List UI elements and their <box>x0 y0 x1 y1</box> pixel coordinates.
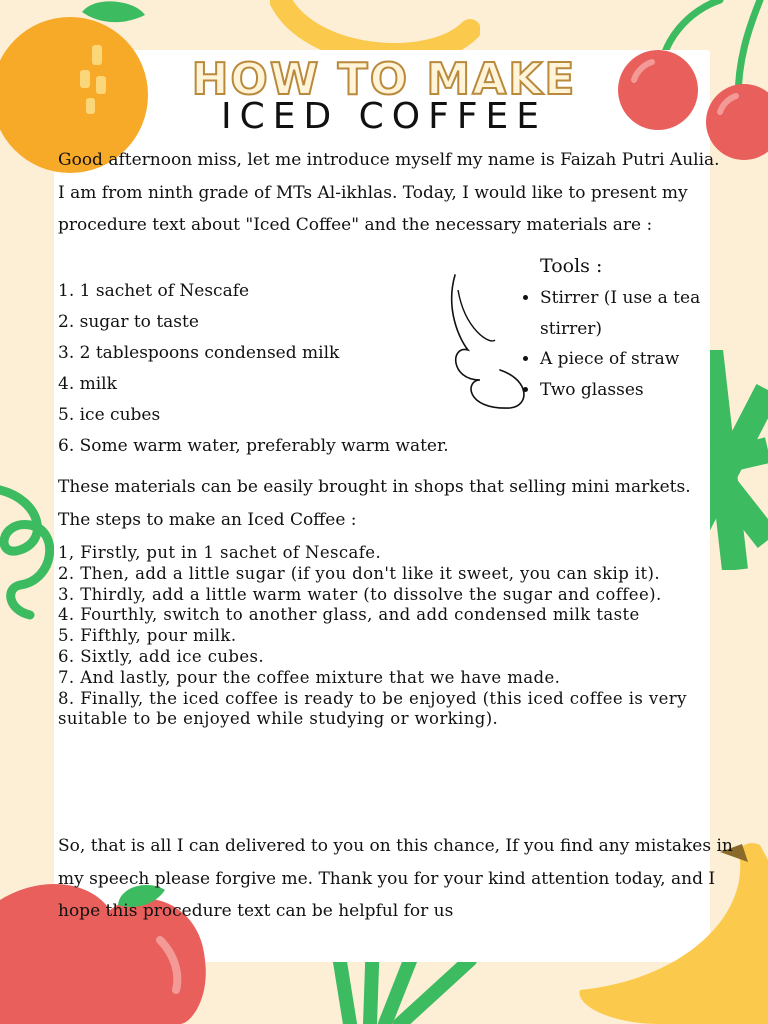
list-item: 3. Thirdly, add a little warm water (to dissolve the sugar and coffee). <box>58 584 662 604</box>
list-item: 2. Then, add a little sugar (if you don't like it sweet, you can skip it). <box>58 563 661 583</box>
list-item: 2. sugar to taste <box>58 312 199 332</box>
title-how-to-make: HOW TO MAKE <box>191 54 577 105</box>
list-item: • Two glasses <box>540 375 740 406</box>
list-item: 5. ice cubes <box>58 405 161 425</box>
materials-list <box>58 276 528 462</box>
list-item: • Stirrer (I use a tea stirrer) <box>540 283 740 344</box>
list-item: 4. Fourthly, switch to another glass, and add condensed milk taste <box>58 605 640 625</box>
steps-list <box>58 543 708 730</box>
list-item: 1, Firstly, put in 1 sachet of Nescafe. <box>58 543 382 562</box>
list-item: 6. Sixtly, add ice cubes. <box>58 646 265 666</box>
tools-heading: Tools : <box>540 255 603 277</box>
closing-paragraph: So, that is all I can delivered to you on this chance, If you find any mistakes in my speech please forgive me. Thank you for your kind attention today, and I hope this procedure text can be helpful for us <box>58 836 733 921</box>
tools-list <box>518 283 740 405</box>
list-item: • A piece of straw <box>540 344 740 375</box>
list-item: 8. Finally, the iced coffee is ready to be enjoyed (this iced coffee is very suitable to be enjoyed while studying or working). <box>58 688 687 729</box>
availability-paragraph: These materials can be easily brought in shops that selling mini markets. The steps to make an Iced Coffee : <box>58 477 691 530</box>
intro-paragraph: Good afternoon miss, let me introduce myself my name is Faizah Putri Aulia. I am from ninth grade of MTs Al-ikhlas. Today, I would like to present my procedure text about "Iced Coffee" and the necessary materials are : <box>58 150 720 235</box>
list-item: 5. Fifthly, pour milk. <box>58 626 237 646</box>
list-item: 6. Some warm water, preferably warm water. <box>58 436 449 456</box>
list-item: 4. milk <box>58 374 117 394</box>
list-item: 1. 1 sachet of Nescafe <box>58 281 250 301</box>
title-iced-coffee: ICED COFFEE <box>220 96 548 137</box>
list-item: 7. And lastly, pour the coffee mixture that we have made. <box>58 667 561 687</box>
list-item: 3. 2 tablespoons condensed milk <box>58 343 340 363</box>
